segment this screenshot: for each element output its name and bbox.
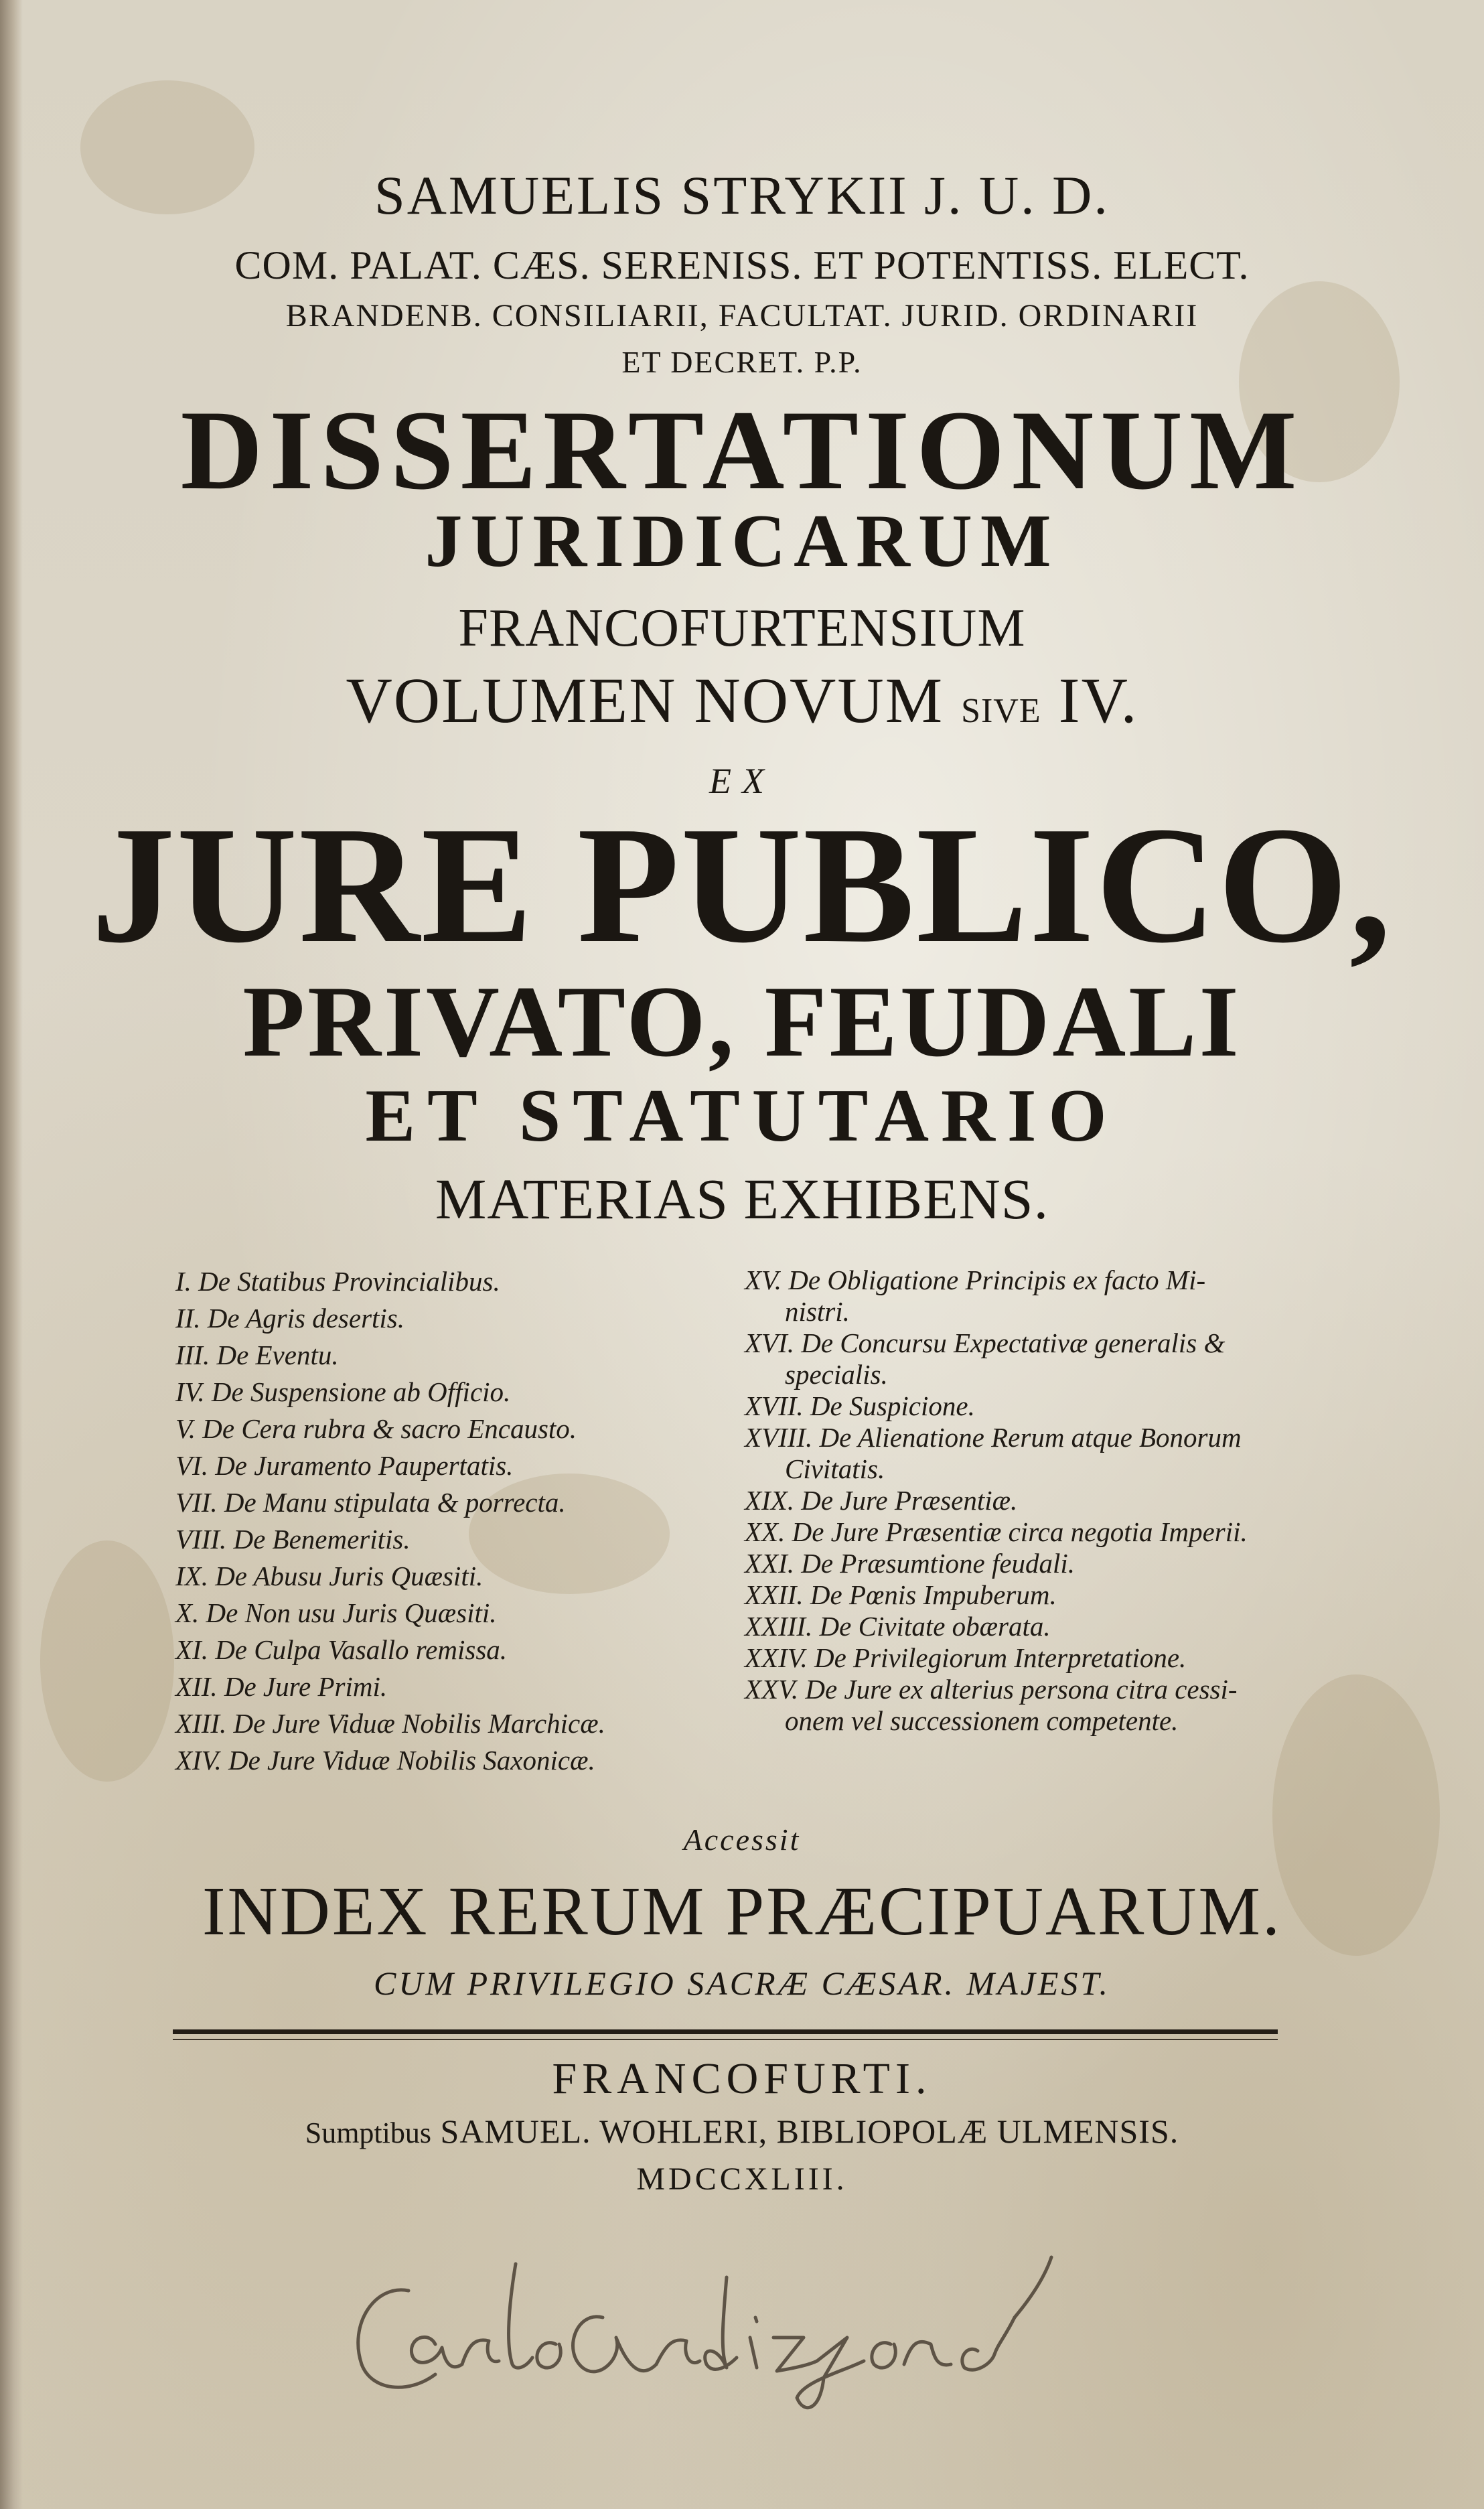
contents-item bbox=[745, 1390, 1248, 1422]
contents-item-line: XXII. De Pœnis Impuberum. bbox=[745, 1579, 1057, 1610]
imprint-place: FRANCOFURTI. bbox=[552, 2054, 932, 2103]
contents-item: II. De Agris desertis. bbox=[175, 1303, 405, 1334]
privilege-line: CUM PRIVILEGIO SACRÆ CÆSAR. MAJEST. bbox=[373, 1964, 1111, 2002]
subtitle-et-statutario: ET STATUTARIO bbox=[365, 1074, 1119, 1157]
contents-item-line: XXV. De Jure ex alterius persona citra cessi- bbox=[745, 1674, 1238, 1705]
index-title: INDEX RERUM PRÆCIPUARUM. bbox=[202, 1873, 1282, 1950]
contents-item: III. De Eventu. bbox=[175, 1340, 339, 1370]
contents-item-line: XXIV. De Privilegiorum Interpretatione. bbox=[745, 1642, 1187, 1673]
title-dissertationum: DISSERTATIONUM bbox=[180, 387, 1304, 513]
contents-list-left bbox=[175, 1263, 605, 1779]
contents-item bbox=[745, 1642, 1248, 1674]
contents-item bbox=[745, 1548, 1248, 1579]
contents-item bbox=[745, 1485, 1248, 1516]
contents-item bbox=[745, 1611, 1248, 1642]
contents-item: XIII. De Jure Viduæ Nobilis Marchicæ. bbox=[175, 1708, 605, 1739]
contents-item-line: XXI. De Præsumtione feudali. bbox=[745, 1548, 1075, 1579]
contents-item: XI. De Culpa Vasallo remissa. bbox=[175, 1634, 508, 1665]
contents-item-continuation: nistri. bbox=[785, 1296, 850, 1327]
contents-item-continuation: onem vel successionem competente. bbox=[785, 1705, 1179, 1736]
author-titles-line-3: ET DECRET. P.P. bbox=[621, 345, 863, 379]
subtitle-materias-exhibens: MATERIAS EXHIBENS. bbox=[435, 1167, 1049, 1231]
handwritten-signature bbox=[335, 2237, 1071, 2418]
contents-item: I. De Statibus Provincialibus. bbox=[175, 1266, 500, 1297]
contents-item bbox=[745, 1579, 1248, 1611]
contents-item-continuation: specialis. bbox=[785, 1359, 888, 1390]
contents-item-line: XVII. De Suspicione. bbox=[745, 1390, 975, 1421]
foxing-stain bbox=[40, 1540, 174, 1782]
contents-item: IV. De Suspensione ab Officio. bbox=[175, 1376, 511, 1407]
contents-item: IX. De Abusu Juris Quæsiti. bbox=[175, 1561, 484, 1591]
imprint-publisher-line bbox=[0, 2112, 1484, 2151]
contents-item: VI. De Juramento Paupertatis. bbox=[175, 1450, 514, 1481]
contents-list-right bbox=[745, 1265, 1248, 1737]
publisher-name: SAMUEL. WOHLERI, BIBLIOPOLÆ ULMENSIS. bbox=[440, 2112, 1179, 2150]
contents-item-line: XVIII. De Alienatione Rerum atque Bonorum bbox=[745, 1422, 1242, 1453]
imprint-rule bbox=[173, 2029, 1278, 2034]
contents-item: XIV. De Jure Viduæ Nobilis Saxonicæ. bbox=[175, 1745, 595, 1776]
contents-item-line: XVI. De Concursu Expectativæ generalis & bbox=[745, 1328, 1226, 1358]
contents-item bbox=[745, 1422, 1248, 1485]
sive-label: SIVE bbox=[961, 692, 1041, 730]
title-francofurtensium: FRANCOFURTENSIUM bbox=[458, 599, 1026, 658]
contents-item: VIII. De Benemeritis. bbox=[175, 1524, 411, 1555]
subtitle-privato-feudali: PRIVATO, FEUDALI bbox=[242, 965, 1242, 1078]
contents-item-line: XXIII. De Civitate obærata. bbox=[745, 1611, 1051, 1642]
contents-item bbox=[745, 1265, 1248, 1328]
contents-item-line: XV. De Obligatione Principis ex facto Mi- bbox=[745, 1265, 1206, 1295]
contents-item: XII. De Jure Primi. bbox=[175, 1671, 388, 1702]
contents-item-line: XX. De Jure Præsentiæ circa negotia Imperii. bbox=[745, 1516, 1248, 1547]
title-juridicarum: JURIDICARUM bbox=[425, 500, 1059, 583]
contents-item bbox=[745, 1674, 1248, 1737]
contents-item bbox=[745, 1328, 1248, 1390]
accessit-label: Accessit bbox=[683, 1822, 801, 1857]
volume-number: IV. bbox=[1058, 664, 1138, 736]
author-line: SAMUELIS STRYKII J. U. D. bbox=[374, 165, 1110, 226]
contents-item: VII. De Manu stipulata & porrecta. bbox=[175, 1487, 566, 1518]
contents-item: X. De Non usu Juris Quæsiti. bbox=[175, 1597, 497, 1628]
title-volume-line bbox=[0, 663, 1484, 737]
sumptibus-label: Sumptibus bbox=[305, 2117, 432, 2149]
contents-item bbox=[745, 1516, 1248, 1548]
ex-label: EX bbox=[709, 761, 775, 801]
main-title-jure-publico: JURE PUBLICO, bbox=[91, 792, 1393, 978]
imprint-year: MDCCXLIII. bbox=[636, 2161, 848, 2197]
author-titles-line-1: COM. PALAT. CÆS. SERENISS. ET POTENTISS. ELECT. bbox=[234, 243, 1250, 287]
volume-label: VOLUMEN NOVUM bbox=[346, 664, 944, 736]
imprint-rule-thin bbox=[173, 2039, 1278, 2040]
contents-item-continuation: Civitatis. bbox=[785, 1453, 885, 1484]
contents-item-line: XIX. De Jure Præsentiæ. bbox=[745, 1485, 1018, 1516]
contents-item: V. De Cera rubra & sacro Encausto. bbox=[175, 1413, 577, 1444]
author-titles-line-2: BRANDENB. CONSILIARII, FACULTAT. JURID. ORDINARII bbox=[285, 298, 1199, 334]
